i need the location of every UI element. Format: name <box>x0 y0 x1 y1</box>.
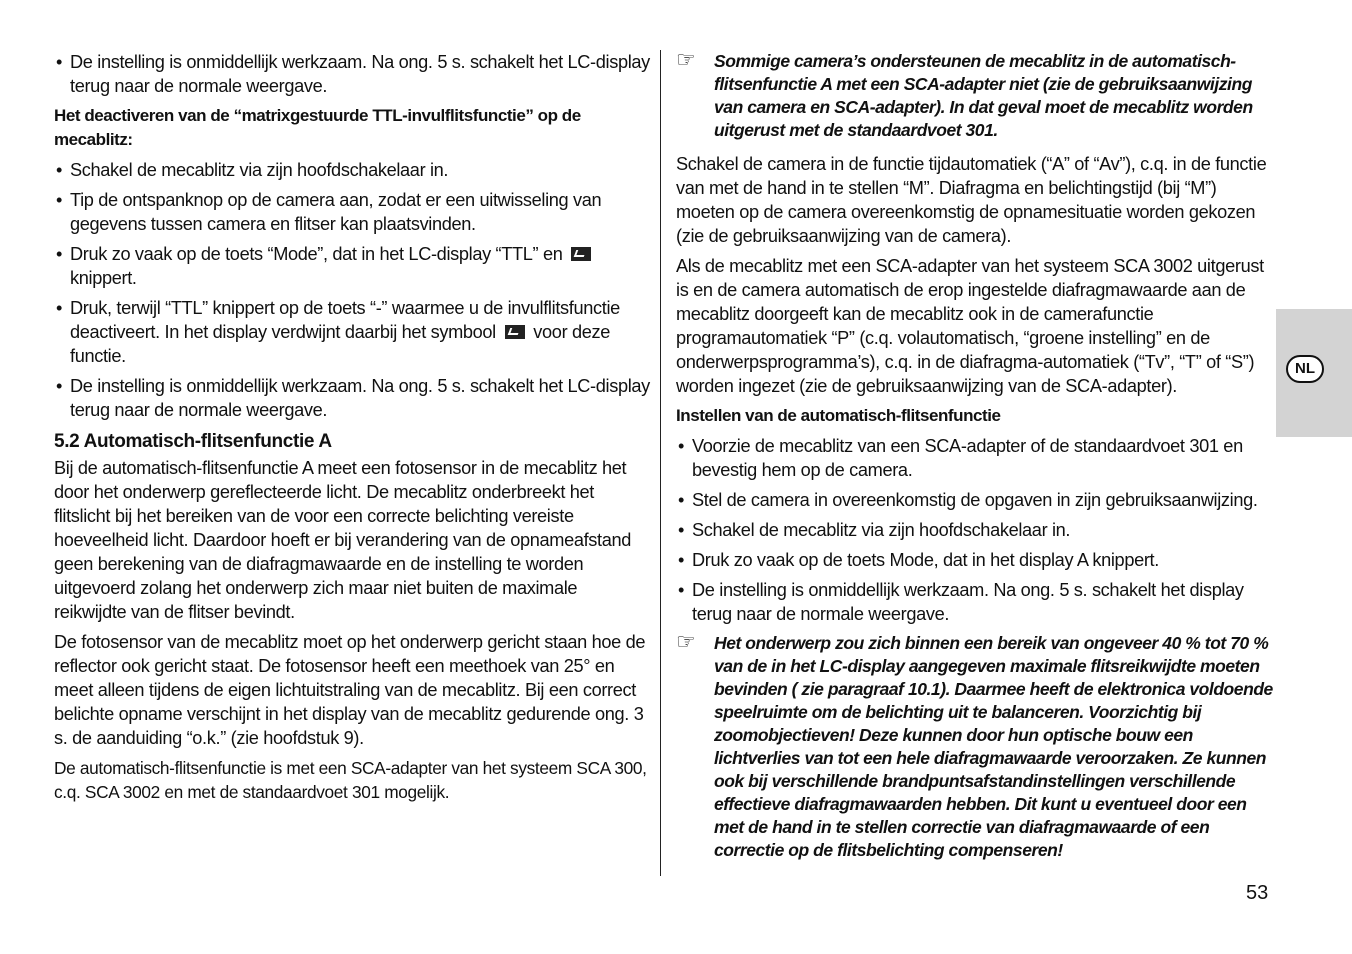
note-text: Het onderwerp zou zich binnen een bereik van ongeveer 40 % tot 70 % van de in het LC-display aangegeven maximale flitsreikwijdte moeten bevinden ( zie paragraaf 10.1). Daarmee heeft de elektronica voldoende speelruimte om de belichting uit te balanceren. Voorzichtig bij zoomobjectieven! Deze kunnen door hun optische bouw een lichtverlies van tot een hele diafragmawaarde veroorzaken. Ze kunnen ook bij verschillende brandpuntsafstandinstellingen verschillende effectieve diafragmawaarden hebben. Dit kunt u eventueel door een met de hand in te stellen correctie van diafragmawaarde of een correctie op de flitsbelichting compenseren! <box>714 633 1273 860</box>
list-item <box>54 296 650 368</box>
paragraph: Schakel de camera in de functie tijdautomatiek (“A” of “Av”), c.q. in de functie van met de hand in te stellen “M”. Diafragma en belichtingstijd (bij “M”) moeten op de camera overeenkomstig de opnamesituatie worden gekozen (zie de gebruiksaanwijzing van de camera). <box>676 154 1267 246</box>
section-title: 5.2 Automatisch-flitsenfunctie A <box>54 431 332 452</box>
pointing-hand-icon: ☞ <box>676 47 696 72</box>
note-text: Sommige camera’s ondersteunen de mecablitz in de automatisch-flitsenfunctie A met een SCA-adapter niet (zie de gebruiksaanwijzing van camera en SCA-adapter). In dat geval moet de mecablitz worden uitgerust met de standaardvoet 301. <box>714 51 1253 140</box>
list-item: • Voorzie de mecablitz van een SCA-adapter of de standaardvoet 301 en bevestig hem op de camera. <box>676 434 1276 482</box>
paragraph: Als de mecablitz met een SCA-adapter van het systeem SCA 3002 uitgerust is en de camera automatisch de erop ingestelde diafragmawaarde aan de mecablitz doorgeeft kan de mecablitz ook in de camerafunctie programautomatiek “P” (c.q. volautomatisch, “groene instelling” en de onderwerpsprogramma’s), c.q. in de diafragma-automatiek (“Tv”, “T” of “S”) worden ingezet (zie de gebruiksaanwijzing van de SCA-adapter). <box>676 256 1264 396</box>
list-item: • Tip de ontspanknop op de camera aan, zodat er een uitwisseling van gegevens tussen camera en flitser kan plaatsvinden. <box>54 188 650 236</box>
note <box>676 47 1276 142</box>
column-divider <box>660 50 661 876</box>
note <box>676 629 1276 862</box>
pointing-hand-icon: ☞ <box>676 629 696 654</box>
paragraph: De fotosensor van de mecablitz moet op het onderwerp gericht staan hoe de reflector ook gericht staat. De fotosensor heeft een meethoek van 25° en meet alleen tijdens de eigen lichtuitstraling van de mecablitz. Bij een correct belichte opname verschijnt in het display van de mecablitz gedurende ong. 3 s. de aanduiding “o.k.” (zie hoofdstuk 9). <box>54 632 646 748</box>
list-item-text: knippert. <box>70 268 137 288</box>
deactivate-subheading: Het deactiveren van de “matrixgestuurde TTL-invulflitsfunctie” op de mecablitz: <box>54 106 581 149</box>
list-item: • Schakel de mecablitz via zijn hoofdschakelaar in. <box>54 158 650 182</box>
list-item: • De instelling is onmiddellijk werkzaam. Na ong. 5 s. schakelt het LC-display terug naar de normale weergave. <box>54 374 650 422</box>
list-item: • De instelling is onmiddellijk werkzaam. Na ong. 5 s. schakelt het display terug naar de normale weergave. <box>676 578 1276 626</box>
list-item: • Druk zo vaak op de toets Mode, dat in het display A knippert. <box>676 548 1276 572</box>
list-item-text: voor deze functie. <box>70 322 611 366</box>
settings-subheading: Instellen van de automatisch-flitsenfunctie <box>676 406 1001 425</box>
page-number: 53 <box>1246 882 1269 904</box>
language-label: NL <box>1286 355 1324 383</box>
paragraph: Bij de automatisch-flitsenfunctie A meet een fotosensor in de mecablitz het door het onderwerp gereflecteerde licht. De mecablitz onderbreekt het flitslicht bij het bereiken van de voor een correcte belichting vereiste hoeveelheid licht. Daardoor hoeft er bij verandering van de opnameafstand geen berekening van de diafragmawaarde en de instelling te worden uitgevoerd zolang het onderwerp zich maar niet buiten de maximale reikwijdte van de flitser bevindt. <box>54 458 632 622</box>
list-item <box>54 242 650 290</box>
list-item-text: Druk, terwijl “TTL” knippert op de toets “-” waarmee u de invulflitsfunctie deactiveert. In het display verdwijnt daarbij het symbool <box>70 298 620 342</box>
list-item: • Stel de camera in overeenkomstig de opgaven in zijn gebruiksaanwijzing. <box>676 488 1276 512</box>
left-column <box>54 50 650 810</box>
list-item: • Schakel de mecablitz via zijn hoofdschakelaar in. <box>676 518 1276 542</box>
fill-flash-icon <box>505 325 525 339</box>
right-column <box>676 47 1276 872</box>
fill-flash-icon <box>571 247 591 261</box>
language-tab <box>1276 309 1352 437</box>
list-item-text: Druk zo vaak op de toets “Mode”, dat in het LC-display “TTL” en <box>70 244 563 264</box>
paragraph: De automatisch-flitsenfunctie is met een SCA-adapter van het systeem SCA 300, c.q. SCA 3002 en met de standaardvoet 301 mogelijk. <box>54 758 647 802</box>
list-item: • De instelling is onmiddellijk werkzaam. Na ong. 5 s. schakelt het LC-display terug naar de normale weergave. <box>54 50 650 98</box>
